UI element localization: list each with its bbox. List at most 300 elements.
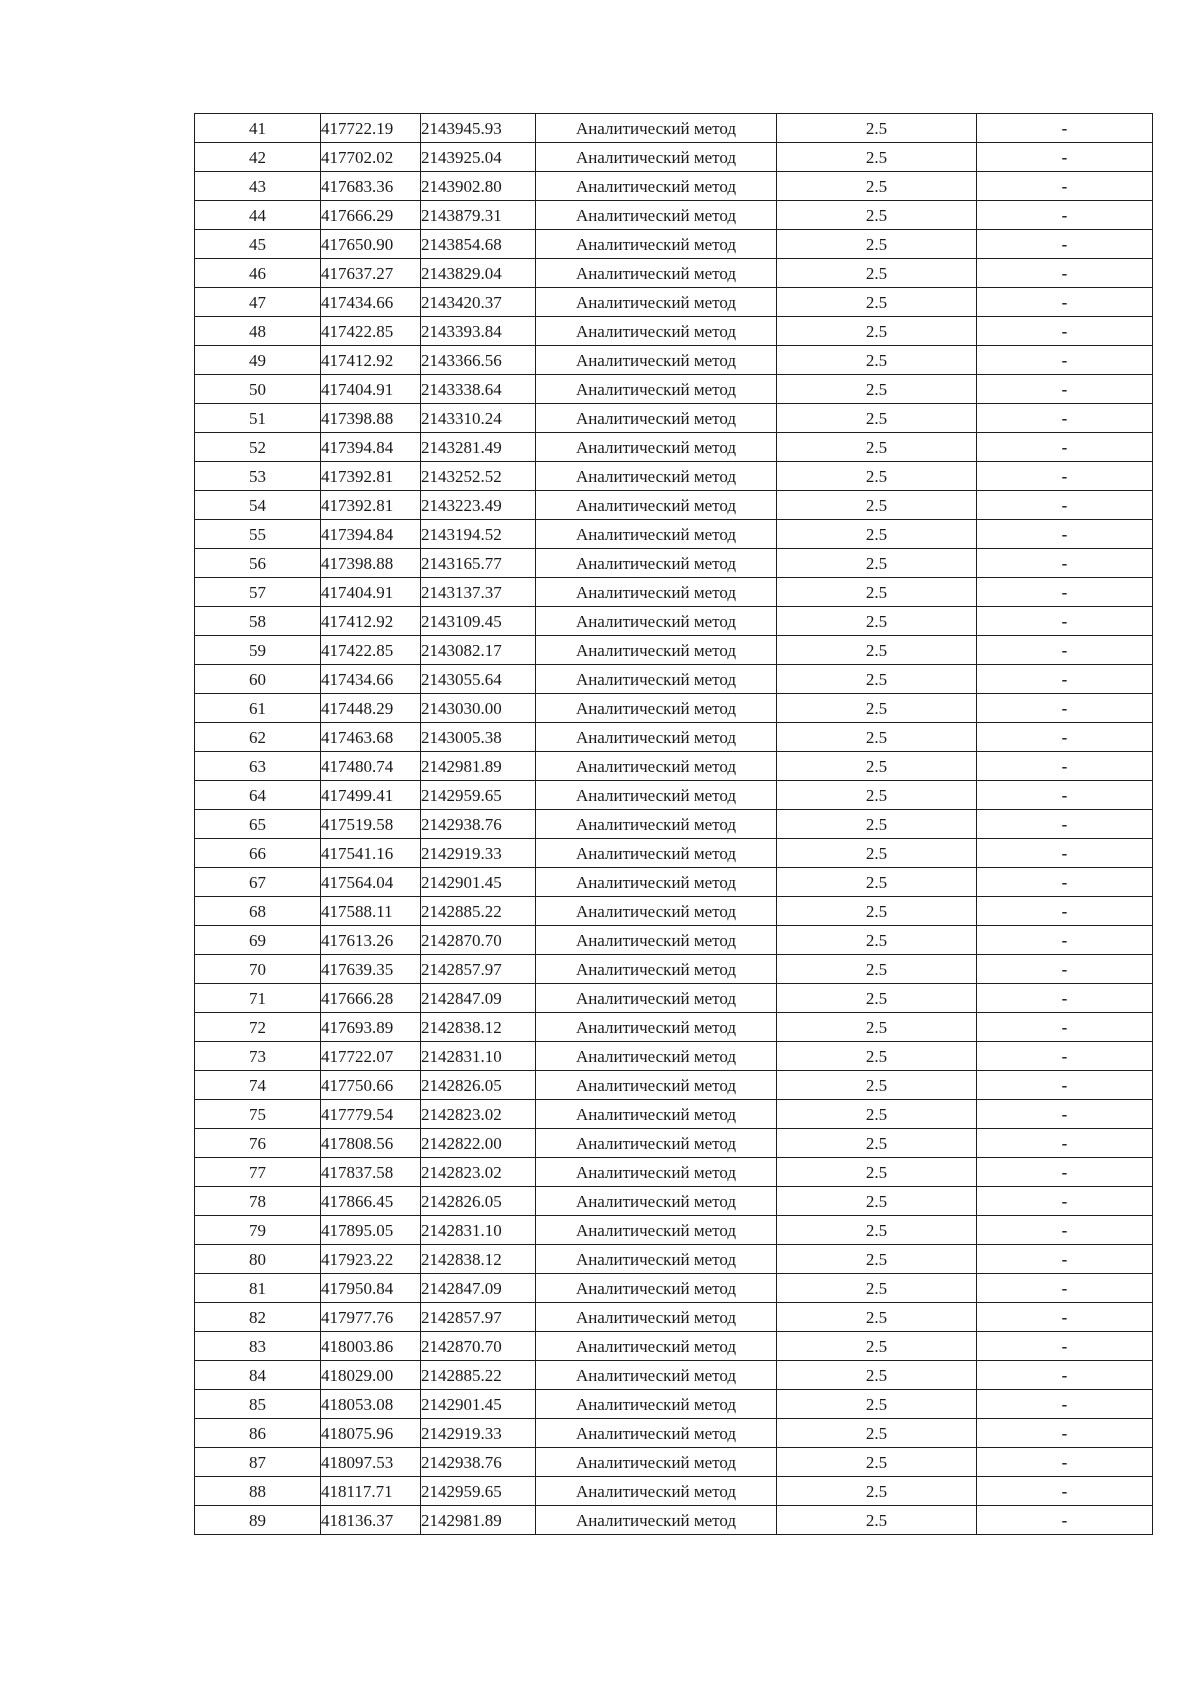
- y-coordinate-cell: 2142981.89: [421, 752, 536, 781]
- y-coordinate-cell: 2143925.04: [421, 143, 536, 172]
- point-number-cell: 65: [195, 810, 321, 839]
- x-coordinate-cell: 417412.92: [321, 346, 421, 375]
- accuracy-cell: 2.5: [777, 1071, 977, 1100]
- table-row: [195, 1303, 1153, 1332]
- y-coordinate-cell: 2143879.31: [421, 201, 536, 230]
- table-row: [195, 1390, 1153, 1419]
- accuracy-cell: 2.5: [777, 433, 977, 462]
- x-coordinate-cell: 417480.74: [321, 752, 421, 781]
- point-number-cell: 80: [195, 1245, 321, 1274]
- accuracy-cell: 2.5: [777, 1332, 977, 1361]
- accuracy-cell: 2.5: [777, 1274, 977, 1303]
- note-cell: -: [977, 201, 1153, 230]
- table-row: [195, 752, 1153, 781]
- accuracy-cell: 2.5: [777, 1158, 977, 1187]
- table-row: [195, 984, 1153, 1013]
- table-row: [195, 1013, 1153, 1042]
- accuracy-cell: 2.5: [777, 259, 977, 288]
- y-coordinate-cell: 2143109.45: [421, 607, 536, 636]
- note-cell: -: [977, 607, 1153, 636]
- table-row: [195, 1129, 1153, 1158]
- note-cell: -: [977, 317, 1153, 346]
- y-coordinate-cell: 2142857.97: [421, 955, 536, 984]
- accuracy-cell: 2.5: [777, 868, 977, 897]
- x-coordinate-cell: 418117.71: [321, 1477, 421, 1506]
- accuracy-cell: 2.5: [777, 926, 977, 955]
- table-row: [195, 491, 1153, 520]
- point-number-cell: 52: [195, 433, 321, 462]
- table-row: [195, 201, 1153, 230]
- accuracy-cell: 2.5: [777, 520, 977, 549]
- table-row: [195, 259, 1153, 288]
- point-number-cell: 44: [195, 201, 321, 230]
- point-number-cell: 71: [195, 984, 321, 1013]
- accuracy-cell: 2.5: [777, 201, 977, 230]
- point-number-cell: 69: [195, 926, 321, 955]
- point-number-cell: 60: [195, 665, 321, 694]
- x-coordinate-cell: 418136.37: [321, 1506, 421, 1535]
- y-coordinate-cell: 2142885.22: [421, 1361, 536, 1390]
- point-number-cell: 45: [195, 230, 321, 259]
- x-coordinate-cell: 417837.58: [321, 1158, 421, 1187]
- x-coordinate-cell: 417683.36: [321, 172, 421, 201]
- point-number-cell: 76: [195, 1129, 321, 1158]
- x-coordinate-cell: 417588.11: [321, 897, 421, 926]
- x-coordinate-cell: 417693.89: [321, 1013, 421, 1042]
- method-cell: Аналитический метод: [536, 752, 777, 781]
- y-coordinate-cell: 2143030.00: [421, 694, 536, 723]
- note-cell: -: [977, 955, 1153, 984]
- accuracy-cell: 2.5: [777, 1303, 977, 1332]
- accuracy-cell: 2.5: [777, 578, 977, 607]
- y-coordinate-cell: 2142870.70: [421, 926, 536, 955]
- method-cell: Аналитический метод: [536, 665, 777, 694]
- x-coordinate-cell: 417613.26: [321, 926, 421, 955]
- point-number-cell: 49: [195, 346, 321, 375]
- y-coordinate-cell: 2143137.37: [421, 578, 536, 607]
- table-row: [195, 1506, 1153, 1535]
- point-number-cell: 68: [195, 897, 321, 926]
- method-cell: Аналитический метод: [536, 694, 777, 723]
- table-row: [195, 230, 1153, 259]
- y-coordinate-cell: 2142901.45: [421, 868, 536, 897]
- accuracy-cell: 2.5: [777, 984, 977, 1013]
- point-number-cell: 58: [195, 607, 321, 636]
- y-coordinate-cell: 2142826.05: [421, 1187, 536, 1216]
- point-number-cell: 51: [195, 404, 321, 433]
- x-coordinate-cell: 417519.58: [321, 810, 421, 839]
- x-coordinate-cell: 417394.84: [321, 520, 421, 549]
- point-number-cell: 48: [195, 317, 321, 346]
- method-cell: Аналитический метод: [536, 781, 777, 810]
- x-coordinate-cell: 417434.66: [321, 288, 421, 317]
- method-cell: Аналитический метод: [536, 1448, 777, 1477]
- x-coordinate-cell: 417499.41: [321, 781, 421, 810]
- accuracy-cell: 2.5: [777, 1448, 977, 1477]
- note-cell: -: [977, 1071, 1153, 1100]
- table-row: [195, 723, 1153, 752]
- method-cell: Аналитический метод: [536, 636, 777, 665]
- y-coordinate-cell: 2142838.12: [421, 1245, 536, 1274]
- coordinates-table: [194, 113, 1153, 1535]
- point-number-cell: 82: [195, 1303, 321, 1332]
- method-cell: Аналитический метод: [536, 1303, 777, 1332]
- method-cell: Аналитический метод: [536, 1013, 777, 1042]
- x-coordinate-cell: 417564.04: [321, 868, 421, 897]
- table-row: [195, 694, 1153, 723]
- y-coordinate-cell: 2143223.49: [421, 491, 536, 520]
- y-coordinate-cell: 2143194.52: [421, 520, 536, 549]
- accuracy-cell: 2.5: [777, 1361, 977, 1390]
- point-number-cell: 83: [195, 1332, 321, 1361]
- y-coordinate-cell: 2143005.38: [421, 723, 536, 752]
- table-row: [195, 810, 1153, 839]
- x-coordinate-cell: 417404.91: [321, 578, 421, 607]
- x-coordinate-cell: 418029.00: [321, 1361, 421, 1390]
- y-coordinate-cell: 2142981.89: [421, 1506, 536, 1535]
- note-cell: -: [977, 839, 1153, 868]
- note-cell: -: [977, 433, 1153, 462]
- point-number-cell: 77: [195, 1158, 321, 1187]
- y-coordinate-cell: 2142857.97: [421, 1303, 536, 1332]
- note-cell: -: [977, 549, 1153, 578]
- method-cell: Аналитический метод: [536, 172, 777, 201]
- x-coordinate-cell: 417394.84: [321, 433, 421, 462]
- point-number-cell: 85: [195, 1390, 321, 1419]
- method-cell: Аналитический метод: [536, 1187, 777, 1216]
- note-cell: -: [977, 665, 1153, 694]
- point-number-cell: 79: [195, 1216, 321, 1245]
- y-coordinate-cell: 2143310.24: [421, 404, 536, 433]
- table-row: [195, 955, 1153, 984]
- accuracy-cell: 2.5: [777, 143, 977, 172]
- method-cell: Аналитический метод: [536, 1216, 777, 1245]
- method-cell: Аналитический метод: [536, 520, 777, 549]
- accuracy-cell: 2.5: [777, 114, 977, 143]
- x-coordinate-cell: 418003.86: [321, 1332, 421, 1361]
- table-row: [195, 375, 1153, 404]
- table-row: [195, 114, 1153, 143]
- method-cell: Аналитический метод: [536, 1245, 777, 1274]
- point-number-cell: 57: [195, 578, 321, 607]
- point-number-cell: 64: [195, 781, 321, 810]
- x-coordinate-cell: 417412.92: [321, 607, 421, 636]
- point-number-cell: 86: [195, 1419, 321, 1448]
- y-coordinate-cell: 2143338.64: [421, 375, 536, 404]
- y-coordinate-cell: 2142885.22: [421, 897, 536, 926]
- table-row: [195, 1274, 1153, 1303]
- y-coordinate-cell: 2142847.09: [421, 1274, 536, 1303]
- point-number-cell: 54: [195, 491, 321, 520]
- method-cell: Аналитический метод: [536, 868, 777, 897]
- point-number-cell: 72: [195, 1013, 321, 1042]
- point-number-cell: 59: [195, 636, 321, 665]
- note-cell: -: [977, 723, 1153, 752]
- method-cell: Аналитический метод: [536, 607, 777, 636]
- x-coordinate-cell: 417422.85: [321, 317, 421, 346]
- x-coordinate-cell: 417392.81: [321, 462, 421, 491]
- note-cell: -: [977, 230, 1153, 259]
- method-cell: Аналитический метод: [536, 375, 777, 404]
- method-cell: Аналитический метод: [536, 1477, 777, 1506]
- table-row: [195, 578, 1153, 607]
- point-number-cell: 41: [195, 114, 321, 143]
- y-coordinate-cell: 2142938.76: [421, 1448, 536, 1477]
- note-cell: -: [977, 984, 1153, 1013]
- note-cell: -: [977, 1100, 1153, 1129]
- point-number-cell: 78: [195, 1187, 321, 1216]
- accuracy-cell: 2.5: [777, 346, 977, 375]
- method-cell: Аналитический метод: [536, 462, 777, 491]
- accuracy-cell: 2.5: [777, 375, 977, 404]
- table-row: [195, 1071, 1153, 1100]
- method-cell: Аналитический метод: [536, 433, 777, 462]
- point-number-cell: 47: [195, 288, 321, 317]
- y-coordinate-cell: 2142919.33: [421, 1419, 536, 1448]
- y-coordinate-cell: 2143420.37: [421, 288, 536, 317]
- table-row: [195, 346, 1153, 375]
- accuracy-cell: 2.5: [777, 752, 977, 781]
- note-cell: -: [977, 752, 1153, 781]
- table-row: [195, 839, 1153, 868]
- table-row: [195, 1158, 1153, 1187]
- table-row: [195, 781, 1153, 810]
- table-row: [195, 1361, 1153, 1390]
- table-row: [195, 462, 1153, 491]
- method-cell: Аналитический метод: [536, 578, 777, 607]
- y-coordinate-cell: 2142870.70: [421, 1332, 536, 1361]
- note-cell: -: [977, 1042, 1153, 1071]
- table-row: [195, 172, 1153, 201]
- x-coordinate-cell: 417404.91: [321, 375, 421, 404]
- y-coordinate-cell: 2142847.09: [421, 984, 536, 1013]
- y-coordinate-cell: 2142831.10: [421, 1042, 536, 1071]
- y-coordinate-cell: 2142823.02: [421, 1100, 536, 1129]
- table-row: [195, 143, 1153, 172]
- method-cell: Аналитический метод: [536, 1071, 777, 1100]
- table-row: [195, 1216, 1153, 1245]
- note-cell: -: [977, 1390, 1153, 1419]
- x-coordinate-cell: 417541.16: [321, 839, 421, 868]
- point-number-cell: 55: [195, 520, 321, 549]
- note-cell: -: [977, 868, 1153, 897]
- x-coordinate-cell: 417448.29: [321, 694, 421, 723]
- y-coordinate-cell: 2142959.65: [421, 1477, 536, 1506]
- accuracy-cell: 2.5: [777, 1100, 977, 1129]
- accuracy-cell: 2.5: [777, 288, 977, 317]
- method-cell: Аналитический метод: [536, 926, 777, 955]
- table-row: [195, 1419, 1153, 1448]
- note-cell: -: [977, 781, 1153, 810]
- point-number-cell: 61: [195, 694, 321, 723]
- table-row: [195, 317, 1153, 346]
- y-coordinate-cell: 2143902.80: [421, 172, 536, 201]
- x-coordinate-cell: 418053.08: [321, 1390, 421, 1419]
- method-cell: Аналитический метод: [536, 1100, 777, 1129]
- table-row: [195, 288, 1153, 317]
- table-row: [195, 636, 1153, 665]
- method-cell: Аналитический метод: [536, 810, 777, 839]
- y-coordinate-cell: 2142838.12: [421, 1013, 536, 1042]
- note-cell: -: [977, 375, 1153, 404]
- y-coordinate-cell: 2143055.64: [421, 665, 536, 694]
- accuracy-cell: 2.5: [777, 317, 977, 346]
- method-cell: Аналитический метод: [536, 897, 777, 926]
- y-coordinate-cell: 2142959.65: [421, 781, 536, 810]
- note-cell: -: [977, 1332, 1153, 1361]
- y-coordinate-cell: 2143829.04: [421, 259, 536, 288]
- y-coordinate-cell: 2142823.02: [421, 1158, 536, 1187]
- y-coordinate-cell: 2143393.84: [421, 317, 536, 346]
- x-coordinate-cell: 417434.66: [321, 665, 421, 694]
- point-number-cell: 88: [195, 1477, 321, 1506]
- note-cell: -: [977, 1419, 1153, 1448]
- point-number-cell: 74: [195, 1071, 321, 1100]
- method-cell: Аналитический метод: [536, 114, 777, 143]
- accuracy-cell: 2.5: [777, 723, 977, 752]
- x-coordinate-cell: 417702.02: [321, 143, 421, 172]
- y-coordinate-cell: 2142901.45: [421, 1390, 536, 1419]
- method-cell: Аналитический метод: [536, 288, 777, 317]
- note-cell: -: [977, 1274, 1153, 1303]
- table-row: [195, 607, 1153, 636]
- point-number-cell: 84: [195, 1361, 321, 1390]
- y-coordinate-cell: 2142831.10: [421, 1216, 536, 1245]
- x-coordinate-cell: 417398.88: [321, 404, 421, 433]
- x-coordinate-cell: 417895.05: [321, 1216, 421, 1245]
- accuracy-cell: 2.5: [777, 404, 977, 433]
- x-coordinate-cell: 418097.53: [321, 1448, 421, 1477]
- point-number-cell: 42: [195, 143, 321, 172]
- method-cell: Аналитический метод: [536, 984, 777, 1013]
- table-row: [195, 665, 1153, 694]
- coordinates-table-body: [195, 114, 1153, 1535]
- y-coordinate-cell: 2143854.68: [421, 230, 536, 259]
- point-number-cell: 67: [195, 868, 321, 897]
- y-coordinate-cell: 2143252.52: [421, 462, 536, 491]
- note-cell: -: [977, 404, 1153, 433]
- point-number-cell: 73: [195, 1042, 321, 1071]
- x-coordinate-cell: 417750.66: [321, 1071, 421, 1100]
- point-number-cell: 43: [195, 172, 321, 201]
- method-cell: Аналитический метод: [536, 317, 777, 346]
- accuracy-cell: 2.5: [777, 230, 977, 259]
- y-coordinate-cell: 2142919.33: [421, 839, 536, 868]
- point-number-cell: 87: [195, 1448, 321, 1477]
- note-cell: -: [977, 1187, 1153, 1216]
- y-coordinate-cell: 2142938.76: [421, 810, 536, 839]
- table-row: [195, 1042, 1153, 1071]
- note-cell: -: [977, 1216, 1153, 1245]
- accuracy-cell: 2.5: [777, 1245, 977, 1274]
- method-cell: Аналитический метод: [536, 1390, 777, 1419]
- method-cell: Аналитический метод: [536, 1332, 777, 1361]
- y-coordinate-cell: 2142822.00: [421, 1129, 536, 1158]
- method-cell: Аналитический метод: [536, 201, 777, 230]
- note-cell: -: [977, 346, 1153, 375]
- accuracy-cell: 2.5: [777, 607, 977, 636]
- method-cell: Аналитический метод: [536, 1274, 777, 1303]
- y-coordinate-cell: 2143165.77: [421, 549, 536, 578]
- accuracy-cell: 2.5: [777, 839, 977, 868]
- note-cell: -: [977, 462, 1153, 491]
- method-cell: Аналитический метод: [536, 1506, 777, 1535]
- table-row: [195, 1332, 1153, 1361]
- method-cell: Аналитический метод: [536, 346, 777, 375]
- accuracy-cell: 2.5: [777, 1129, 977, 1158]
- note-cell: -: [977, 578, 1153, 607]
- x-coordinate-cell: 417398.88: [321, 549, 421, 578]
- accuracy-cell: 2.5: [777, 1013, 977, 1042]
- method-cell: Аналитический метод: [536, 839, 777, 868]
- x-coordinate-cell: 417779.54: [321, 1100, 421, 1129]
- y-coordinate-cell: 2143945.93: [421, 114, 536, 143]
- x-coordinate-cell: 417463.68: [321, 723, 421, 752]
- method-cell: Аналитический метод: [536, 1361, 777, 1390]
- accuracy-cell: 2.5: [777, 491, 977, 520]
- accuracy-cell: 2.5: [777, 1216, 977, 1245]
- point-number-cell: 62: [195, 723, 321, 752]
- method-cell: Аналитический метод: [536, 259, 777, 288]
- table-row: [195, 520, 1153, 549]
- point-number-cell: 70: [195, 955, 321, 984]
- method-cell: Аналитический метод: [536, 143, 777, 172]
- y-coordinate-cell: 2143082.17: [421, 636, 536, 665]
- accuracy-cell: 2.5: [777, 810, 977, 839]
- x-coordinate-cell: 417808.56: [321, 1129, 421, 1158]
- note-cell: -: [977, 810, 1153, 839]
- note-cell: -: [977, 1361, 1153, 1390]
- note-cell: -: [977, 926, 1153, 955]
- method-cell: Аналитический метод: [536, 1419, 777, 1448]
- table-row: [195, 1187, 1153, 1216]
- point-number-cell: 50: [195, 375, 321, 404]
- note-cell: -: [977, 1245, 1153, 1274]
- x-coordinate-cell: 417977.76: [321, 1303, 421, 1332]
- x-coordinate-cell: 417950.84: [321, 1274, 421, 1303]
- y-coordinate-cell: 2142826.05: [421, 1071, 536, 1100]
- x-coordinate-cell: 417650.90: [321, 230, 421, 259]
- method-cell: Аналитический метод: [536, 955, 777, 984]
- accuracy-cell: 2.5: [777, 1042, 977, 1071]
- note-cell: -: [977, 520, 1153, 549]
- accuracy-cell: 2.5: [777, 781, 977, 810]
- note-cell: -: [977, 1158, 1153, 1187]
- method-cell: Аналитический метод: [536, 1129, 777, 1158]
- note-cell: -: [977, 491, 1153, 520]
- table-row: [195, 1100, 1153, 1129]
- accuracy-cell: 2.5: [777, 1187, 977, 1216]
- point-number-cell: 63: [195, 752, 321, 781]
- accuracy-cell: 2.5: [777, 1477, 977, 1506]
- method-cell: Аналитический метод: [536, 404, 777, 433]
- method-cell: Аналитический метод: [536, 1158, 777, 1187]
- method-cell: Аналитический метод: [536, 230, 777, 259]
- method-cell: Аналитический метод: [536, 723, 777, 752]
- point-number-cell: 46: [195, 259, 321, 288]
- table-row: [195, 1448, 1153, 1477]
- table-row: [195, 868, 1153, 897]
- x-coordinate-cell: 417637.27: [321, 259, 421, 288]
- x-coordinate-cell: 417422.85: [321, 636, 421, 665]
- table-row: [195, 897, 1153, 926]
- method-cell: Аналитический метод: [536, 549, 777, 578]
- point-number-cell: 89: [195, 1506, 321, 1535]
- accuracy-cell: 2.5: [777, 462, 977, 491]
- x-coordinate-cell: 417666.29: [321, 201, 421, 230]
- accuracy-cell: 2.5: [777, 636, 977, 665]
- accuracy-cell: 2.5: [777, 549, 977, 578]
